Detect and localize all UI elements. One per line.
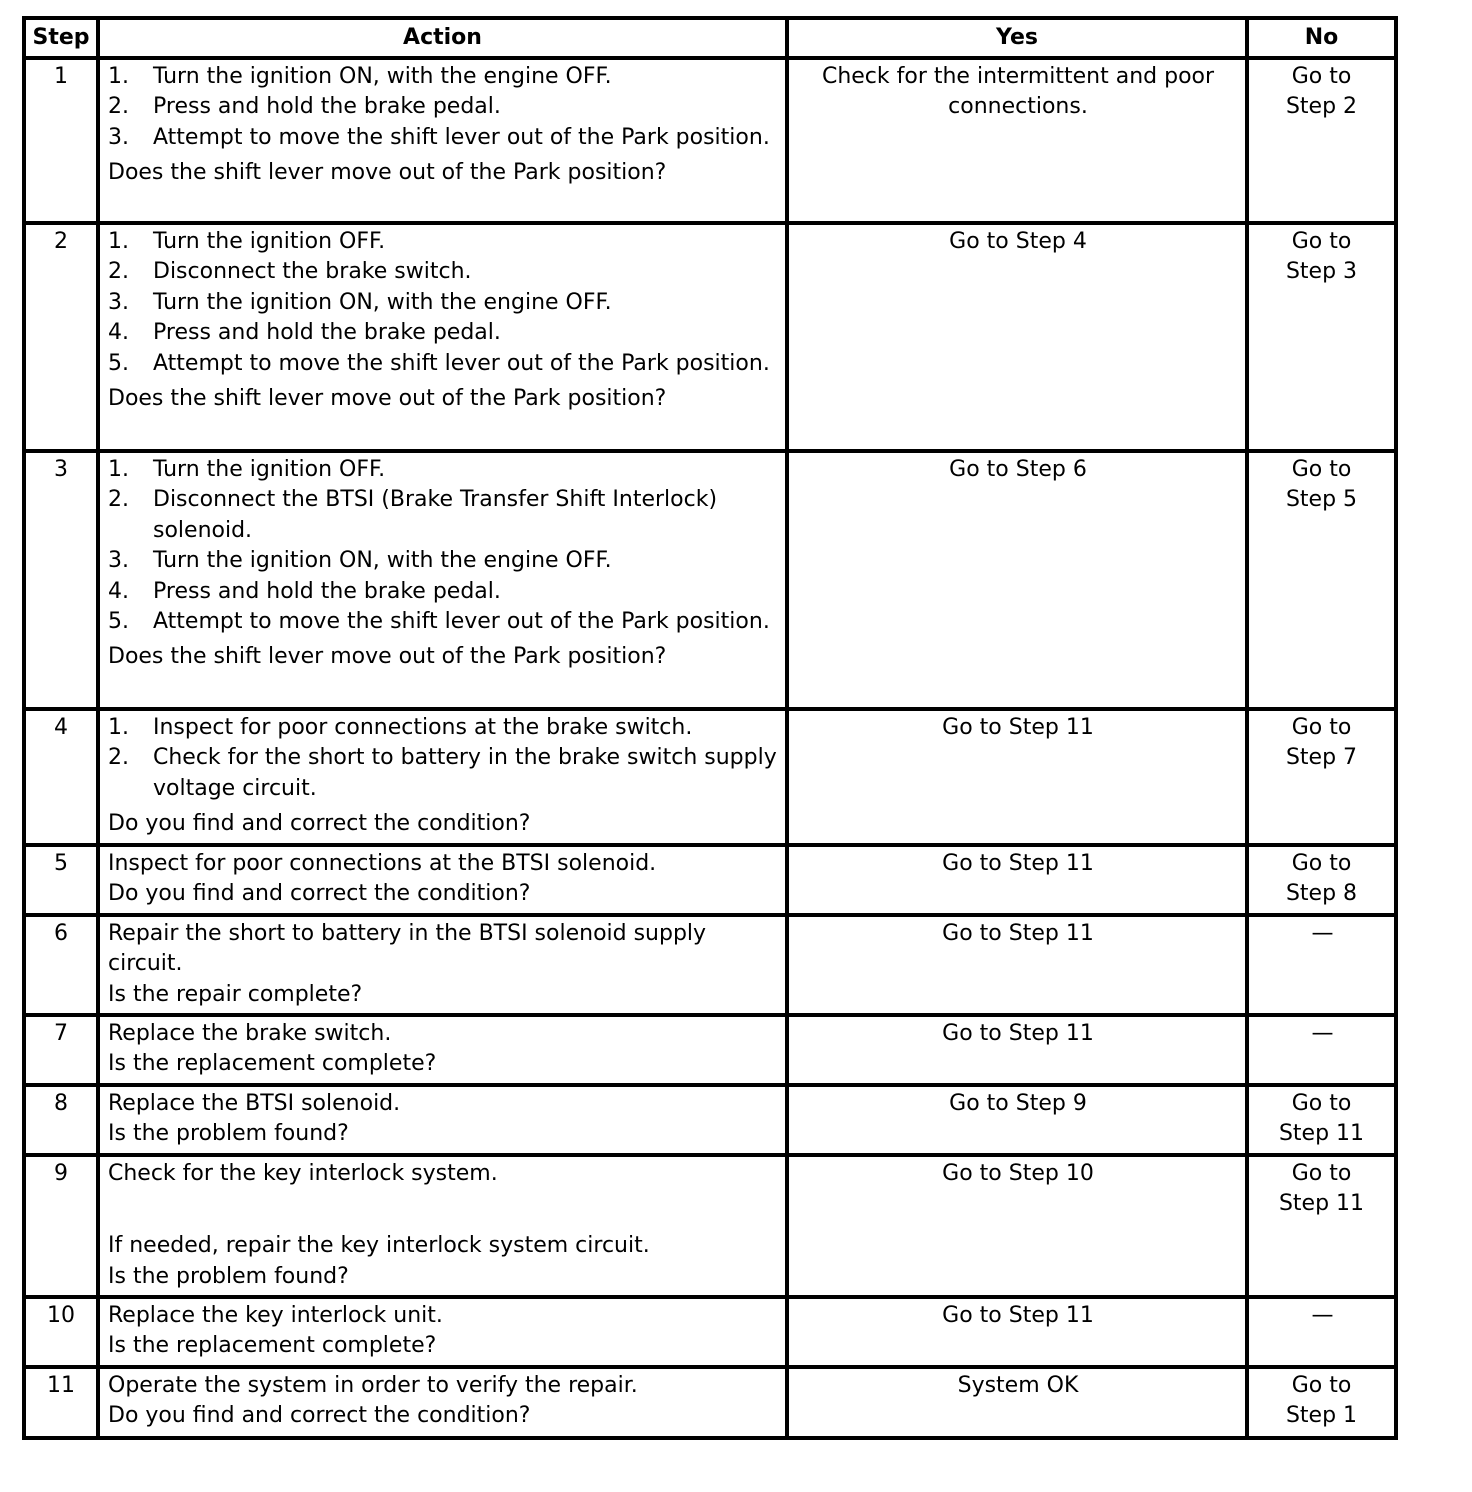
action-cell [98,1015,787,1085]
header-action: Action [98,18,787,58]
action-question: Does the shift lever move out of the Park position? [108,160,667,186]
yes-result: Go to Step 9 [787,1085,1247,1155]
action-cell [98,845,787,915]
item-number: 3. [108,124,129,150]
action-text: Is the replacement complete? [108,1333,437,1359]
action-text: Is the problem found? [108,1121,349,1147]
table-row [24,915,1396,1015]
yes-result: Go to Step 11 [787,845,1247,915]
item-text: Press and hold the brake pedal. [153,578,501,604]
action-text: If needed, repair the key interlock system circuit. [108,1233,650,1259]
action-list-item [108,577,779,607]
action-text: Replace the BTSI solenoid. [108,1090,401,1116]
step-number: 6 [24,915,98,1015]
item-number: 5. [108,350,129,376]
action-text: Check for the key interlock system. [108,1160,498,1186]
step-number: 10 [24,1297,98,1367]
action-text: Inspect for poor connections at the BTSI solenoid. [108,851,657,876]
item-number: 1. [108,715,129,740]
item-number: 2. [108,259,129,285]
item-text: Turn the ignition ON, with the engine OFF. [153,548,612,574]
action-list-item [108,349,779,379]
action-list-item [108,713,779,743]
step-number: 2 [24,223,98,451]
header-step: Step [24,18,98,58]
item-number: 4. [108,320,129,346]
no-result: Go to Step 5 [1247,451,1396,709]
item-text: Inspect for poor connections at the brake switch. [153,715,693,740]
yes-result: Go to Step 11 [787,915,1247,1015]
action-question: Does the shift lever move out of the Park position? [108,386,667,412]
action-cell [98,1085,787,1155]
step-number: 3 [24,451,98,709]
no-result: — [1247,915,1396,1015]
step-number: 9 [24,1155,98,1297]
item-number: 4. [108,578,129,604]
item-text: Press and hold the brake pedal. [153,320,501,346]
yes-result: Go to Step 6 [787,451,1247,709]
action-cell [98,1155,787,1297]
yes-result: Go to Step 4 [787,223,1247,451]
table-row [24,223,1396,451]
action-list-item [108,288,779,318]
table-row [24,845,1396,915]
item-number: 1. [108,457,129,482]
table-row [24,1085,1396,1155]
table-row [24,1367,1396,1438]
action-list-item [108,318,779,348]
no-result: — [1247,1015,1396,1085]
yes-result: System OK [787,1367,1247,1438]
diagnostic-table [22,16,1398,1440]
item-text: Press and hold the brake pedal. [153,94,501,120]
action-list-item [108,455,779,485]
action-list-item [108,485,779,546]
item-text: Attempt to move the shift lever out of the Park position. [153,124,770,150]
action-list-item [108,546,779,576]
no-result: Go to Step 7 [1247,709,1396,845]
step-number: 7 [24,1015,98,1085]
action-cell [98,223,787,451]
table-row [24,451,1396,709]
yes-result: Go to Step 11 [787,1297,1247,1367]
action-text: Replace the brake switch. [108,1021,392,1047]
table-row [24,1015,1396,1085]
item-number: 1. [108,64,129,89]
yes-result: Go to Step 11 [787,709,1247,845]
table-row [24,1155,1396,1297]
action-list-item [108,227,779,257]
step-number: 1 [24,58,98,223]
item-text: Attempt to move the shift lever out of the Park position. [153,350,770,376]
item-number: 2. [108,94,129,120]
action-text: Operate the system in order to verify the repair. [108,1372,638,1398]
action-cell [98,1297,787,1367]
item-text: Turn the ignition OFF. [153,457,386,482]
action-cell [98,709,787,845]
yes-result: Check for the intermittent and poor connections. [787,58,1247,223]
item-number: 3. [108,548,129,574]
action-list-item [108,62,779,92]
header-yes: Yes [787,18,1247,58]
action-list-item [108,123,779,153]
step-number: 5 [24,845,98,915]
yes-result: Go to Step 11 [787,1015,1247,1085]
action-cell [98,915,787,1015]
action-text: Do you find and correct the condition? [108,881,531,907]
no-result: Go to Step 11 [1247,1155,1396,1297]
action-list-item [108,92,779,122]
no-result: Go to Step 1 [1247,1367,1396,1438]
action-cell [98,1367,787,1438]
table-row [24,709,1396,845]
action-list-item [108,607,779,637]
action-text: Is the problem found? [108,1263,349,1289]
no-result: Go to Step 11 [1247,1085,1396,1155]
step-number: 11 [24,1367,98,1438]
item-text: Disconnect the brake switch. [153,259,472,285]
item-text: Attempt to move the shift lever out of the Park position. [153,609,770,635]
action-question: Do you find and correct the condition? [108,811,531,837]
table-body [24,58,1396,1438]
no-result: — [1247,1297,1396,1367]
item-text: Turn the ignition OFF. [153,229,386,254]
action-list-item [108,743,779,804]
item-number: 1. [108,229,129,254]
action-question: Does the shift lever move out of the Park position? [108,644,667,670]
action-cell [98,58,787,223]
action-text: Is the repair complete? [108,981,363,1007]
action-text: Do you find and correct the condition? [108,1403,531,1429]
blank-line [108,1189,779,1231]
action-text: Repair the short to battery in the BTSI solenoid supply circuit. [108,920,707,977]
header-row [24,18,1396,58]
no-result: Go to Step 2 [1247,58,1396,223]
no-result: Go to Step 3 [1247,223,1396,451]
step-number: 4 [24,709,98,845]
header-no: No [1247,18,1396,58]
item-text: Disconnect the BTSI (Brake Transfer Shift Interlock) solenoid. [153,487,718,543]
item-number: 2. [108,487,129,513]
step-number: 8 [24,1085,98,1155]
item-number: 2. [108,745,129,771]
action-list-item [108,257,779,287]
item-number: 3. [108,289,129,315]
item-text: Check for the short to battery in the brake switch supply voltage circuit. [153,745,777,801]
item-text: Turn the ignition ON, with the engine OFF. [153,289,612,315]
action-cell [98,451,787,709]
table-row [24,58,1396,223]
item-number: 5. [108,609,129,635]
action-text: Is the replacement complete? [108,1051,437,1077]
no-result: Go to Step 8 [1247,845,1396,915]
action-text: Replace the key interlock unit. [108,1303,443,1329]
table-row [24,1297,1396,1367]
yes-result: Go to Step 10 [787,1155,1247,1297]
item-text: Turn the ignition ON, with the engine OFF. [153,64,612,89]
